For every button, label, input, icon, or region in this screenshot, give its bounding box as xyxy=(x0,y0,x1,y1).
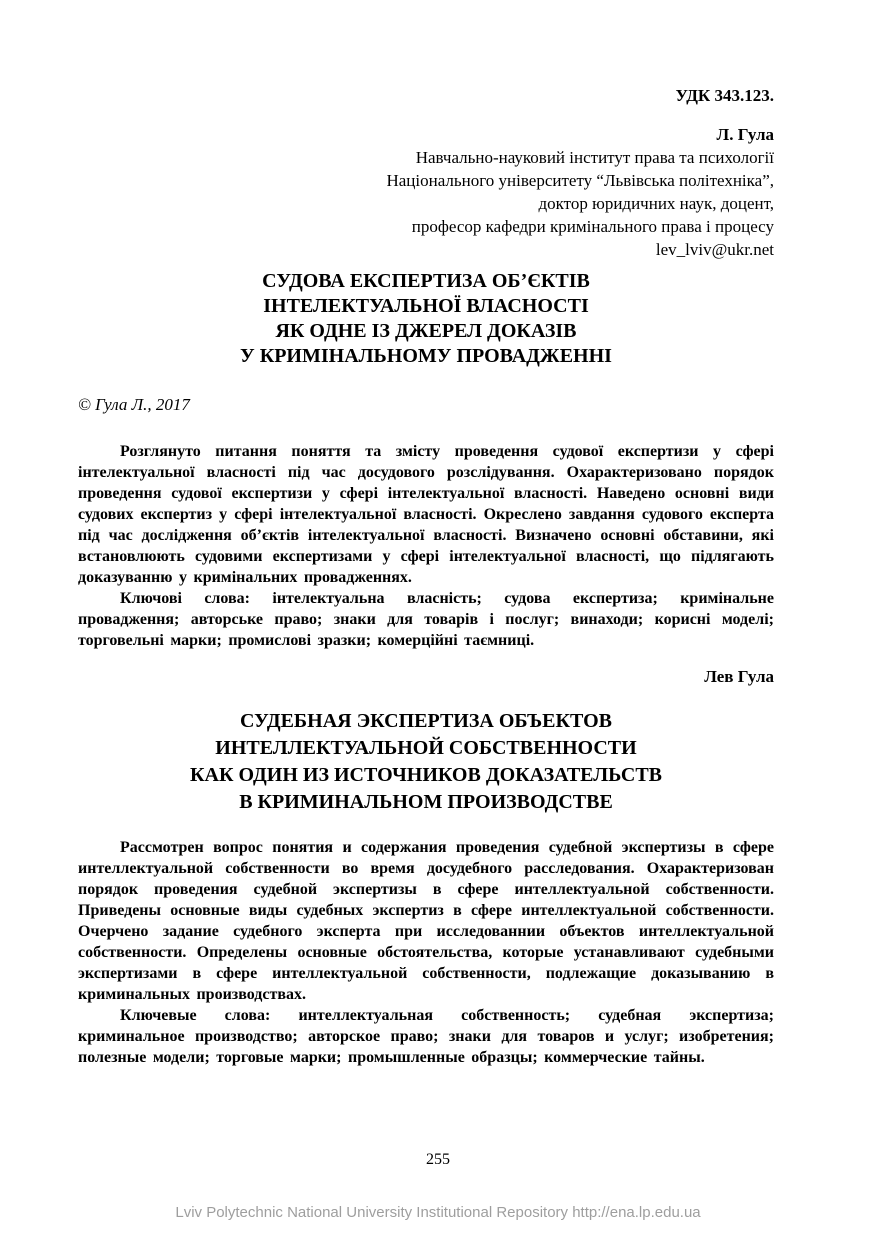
keywords-ua-paragraph: Ключові слова: інтелектуальна власність; судова експертиза; кримінальне провадження; авторське право; знаки для товарів і послуг; винаходи; корисні моделі; торговельні марки; промислові зразки; комерційні таємниці. xyxy=(78,590,774,649)
affiliation-line: доктор юридичних наук, доцент, xyxy=(538,194,774,213)
title-ru-line: В КРИМИНАЛЬНОМ ПРОИЗВОДСТВЕ xyxy=(239,791,613,813)
author-fullname: Лев Гула xyxy=(704,667,774,686)
article-title-ru xyxy=(78,708,774,816)
affiliation-line: професор кафедри кримінального права і процесу xyxy=(411,217,774,236)
author-affiliation-block xyxy=(78,123,774,261)
page-number: 255 xyxy=(426,1151,450,1168)
abstract-ua-block xyxy=(78,441,774,651)
title-ua-line: У КРИМІНАЛЬНОМУ ПРОВАДЖЕННІ xyxy=(240,345,612,367)
copyright-notice: © Гула Л., 2017 xyxy=(78,395,190,414)
affiliation-line: Національного університету “Львівська політехніка”, xyxy=(386,171,774,190)
repository-footer: Lviv Polytechnic National University Institutional Repository http://ena.lp.edu.ua xyxy=(175,1204,701,1221)
title-ua-line: СУДОВА ЕКСПЕРТИЗА ОБ’ЄКТІВ xyxy=(262,270,590,292)
title-ua-line: ІНТЕЛЕКТУАЛЬНОЇ ВЛАСНОСТІ xyxy=(263,295,589,317)
abstract-ru-paragraph: Рассмотрен вопрос понятия и содержания проведения судебной экспертизы в сфере интеллектуальной собственности во время досудебного расследования. Охарактеризован порядок проведения судебной экспертизы в сфере интеллектуальной собственности. Приведены основные виды судебных экспертиз в сфере интеллектуальной собственности. Очерчено задание судебного эксперта при исследованнии объектов интеллектуальной собственности. Определены основные обстоятельства, которые устанавливают судебными экспертизами в сфере интеллектуальной собственности, подлежащие доказыванию в криминальных производствах. xyxy=(78,839,774,1003)
title-ru-line: СУДЕБНАЯ ЭКСПЕРТИЗА ОБЪЕКТОВ xyxy=(239,710,612,732)
author-initials: Л. Гула xyxy=(716,125,774,144)
affiliation-line: Навчально-науковий інститут права та психології xyxy=(415,148,774,167)
article-title-ua xyxy=(78,269,774,369)
keywords-ru-paragraph: Ключевые слова: интеллектуальная собственность; судебная экспертиза; криминальное производство; авторское право; знаки для товаров и услуг; изобретения; полезные модели; торговые марки; промышленные образцы; коммерческие тайны. xyxy=(78,1007,774,1066)
author-email: lev_lviv@ukr.net xyxy=(655,240,774,259)
abstract-ru-block xyxy=(78,837,774,1068)
abstract-ua-paragraph: Розглянуто питання поняття та змісту проведення судової експертизи у сфері інтелектуальної власності під час досудового розслідування. Охарактеризовано порядок проведення судової експертизи у сфері інтелектуальної власності. Наведено основні види судових експертиз у сфері інтелектуальної власності. Окреслено завдання судового експерта під час дослідження об’єктів інтелектуальної власності. Визначено основні обставини, які встановлюють судовими експертизами у сфері інтелектуальної власності, що підлягають доказуванню у кримінальних провадженнях. xyxy=(78,443,774,586)
udc-code: УДК 343.123. xyxy=(675,86,774,105)
title-ru-line: КАК ОДИН ИЗ ИСТОЧНИКОВ ДОКАЗАТЕЛЬСТВ xyxy=(190,764,662,786)
title-ru-line: ИНТЕЛЛЕКТУАЛЬНОЙ СОБСТВЕННОСТИ xyxy=(215,737,637,759)
title-ua-line: ЯК ОДНЕ ІЗ ДЖЕРЕЛ ДОКАЗІВ xyxy=(275,320,577,342)
